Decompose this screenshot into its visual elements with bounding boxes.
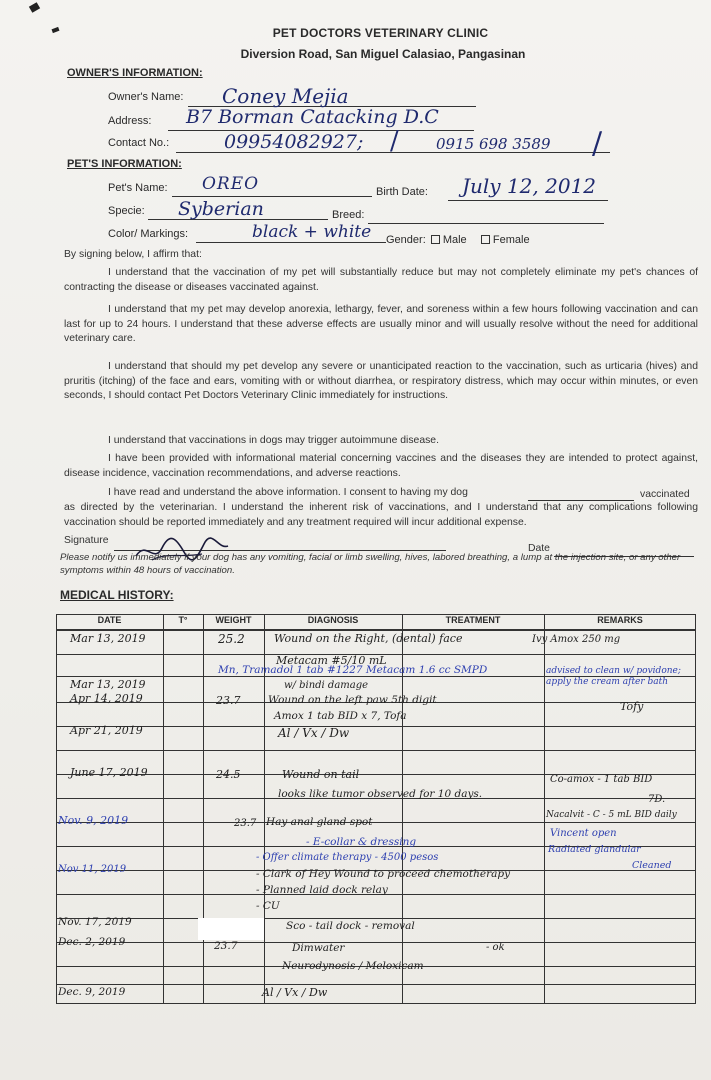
consent-paragraph-5: I have been provided with informational material concerning vaccines and the diseases they are intended to protect against, disease incidence, vaccination recommendations, and adverse reactions. [64, 453, 698, 479]
entry-6-diagnosis-3: - Offer climate therapy - 4500 pesos [256, 852, 439, 863]
entry-9-diagnosis-2: Neurodynosis / Meloxicam [282, 960, 424, 972]
birth-date-line [448, 200, 608, 201]
entry-3-weight: 23.7 [216, 694, 241, 707]
entry-6-diagnosis-2: - E-collar & dressing [306, 836, 417, 848]
consent-paragraph-3: I understand that should my pet develop any severe or unanticipated reaction to the vaccination, such as urticaria (hives) and pruritis (itching) of the face and ears, vomiting with or without diarrhea, or respiratory distress, which may occur within minutes, or even seconds, I should contact Pet Doctors Veterinary Clinic immediately for instructions. [64, 361, 698, 401]
entry-3-treatment: Amox 1 tab BID x 7, Tofa [274, 710, 407, 722]
owner-name-label: Owner's Name: [108, 91, 184, 103]
owner-contact-label: Contact No.: [108, 137, 170, 149]
specie-value: Syberian [178, 198, 264, 220]
entry-7-diagnosis-2: - Planned laid dock relay [256, 884, 388, 896]
entry-5-date: June 17, 2019 [70, 766, 148, 779]
entry-3-diagnosis: Wound on the left paw 5th digit [268, 694, 437, 706]
gender-group [386, 234, 530, 246]
clinic-name: PET DOCTORS VETERINARY CLINIC [272, 26, 489, 40]
entry-8-diagnosis: Sco - tail dock - removal [286, 920, 415, 932]
entry-6-remark-2: Radiated glandular [548, 844, 641, 855]
entry-5-remark: Co-amox - 1 tab BID [550, 774, 653, 785]
contact-slash: / [390, 126, 399, 156]
entry-9-weight: 23.7 [214, 940, 238, 952]
medical-history-table [56, 614, 696, 1004]
color-label: Color/ Markings: [108, 228, 189, 240]
consent-intro: By signing below, I affirm that: [64, 249, 202, 260]
corner-mark [29, 2, 40, 13]
entry-2-date: Mar 13, 2019 [70, 678, 146, 691]
gender-male-label: Male [442, 234, 467, 246]
entry-9-diagnosis: Dimwater [292, 942, 345, 954]
entry-5-remark-3: Nacalvit - C - 5 mL BID daily [546, 810, 677, 820]
pet-name-value: OREO [202, 174, 260, 194]
col-header-date: DATE [97, 615, 122, 625]
consent-paragraph-2: I understand that my pet may develop anorexia, lethargy, fever, and soreness within a few hours following vaccination and can last for up to 24 hours. I understand that these adverse effects are usually minor and will usually resolve without the need for additional veterinary care. [64, 304, 698, 344]
entry-1-weight: 25.2 [218, 632, 245, 646]
entry-7-date: Nov 11, 2019 [58, 864, 127, 875]
entry-2-diagnosis: w/ bindi damage [284, 680, 369, 691]
consent-paragraph-6c: as directed by the veterinarian. I understand the inherent risk of vaccinations, and I understand that any complications following vaccination should be reported immediately and any treatment required will incur additional expense. [64, 502, 698, 528]
entry-10-diagnosis: Al / Vx / Dw [262, 986, 328, 999]
owner-section-title: OWNER'S INFORMATION: [67, 67, 203, 79]
entry-5-diagnosis: Wound on tail [282, 768, 360, 781]
entry-7-diagnosis-3: - CU [256, 900, 280, 912]
entry-7-diagnosis: - Clark of Hey Wound to proceed chemotherapy [256, 868, 510, 880]
consent-paragraph-4: I understand that vaccinations in dogs may trigger autoimmune disease. [108, 435, 439, 446]
male-checkbox[interactable] [431, 235, 440, 244]
date-label: Date [528, 543, 550, 554]
clinic-address: Diversion Road, San Miguel Calasiao, Pangasinan [240, 47, 526, 61]
entry-8-date: Nov. 17, 2019 [58, 916, 132, 928]
entry-1-date: Mar 13, 2019 [70, 632, 146, 645]
entry-9-date: Dec. 2, 2019 [58, 936, 126, 948]
entry-1-remark: advised to clean w/ povidone; apply the cream after bath [546, 666, 681, 687]
owner-contact-value-1: 09954082927; [224, 131, 364, 153]
redaction-box [198, 918, 264, 940]
breed-line [368, 223, 604, 224]
consent-paragraph-6a: I have read and understand the above information. I consent to having my dog [108, 487, 468, 498]
owner-name-value: Coney Mejia [222, 84, 349, 108]
entry-1-blue-note: Mn, Tramadol 1 tab #1227 Metacam 1.6 cc SMPD [218, 664, 488, 676]
entry-10-date: Dec. 9, 2019 [58, 986, 126, 998]
col-header-remarks: REMARKS [597, 615, 643, 625]
signature-label: Signature [64, 535, 109, 546]
entry-1-diagnosis-2: Metacam #5/10 mL [276, 654, 387, 667]
entry-1-treatment: Ivy Amox 250 mg [532, 634, 621, 645]
notice-text: Please notify us immediately if your dog has any vomiting, facial or limb swelling, hives, labored breathing, a lump at the injection site, or any other symptoms within 48 hours of vaccination. [60, 552, 681, 576]
entry-3-date: Apr 14, 2019 [70, 692, 143, 705]
entry-5-weight: 24.5 [216, 768, 241, 781]
color-value: black + white [252, 222, 372, 242]
entry-6-diagnosis: Hay anal gland spot [266, 816, 373, 828]
entry-1-diagnosis: Wound on the Right, (dental) face [274, 632, 463, 645]
col-header-weight: WEIGHT [215, 615, 252, 625]
entry-5-diagnosis-2: looks like tumor observed for 10 days. [278, 788, 483, 800]
pet-section-title: PET'S INFORMATION: [67, 158, 182, 170]
pet-name-label: Pet's Name: [108, 182, 168, 194]
col-header-treatment: TREATMENT [445, 615, 501, 625]
consent-paragraph-6b: vaccinated [640, 489, 690, 500]
entry-6-weight: 23.7 [234, 818, 257, 829]
breed-label: Breed: [332, 209, 365, 221]
specie-label: Specie: [108, 205, 145, 217]
entry-6-remark-3: Cleaned [632, 860, 672, 871]
female-checkbox[interactable] [481, 235, 490, 244]
gender-label: Gender: [386, 234, 426, 246]
entry-5-remark-2: 7D. [648, 794, 666, 805]
col-header-temp: T° [178, 615, 188, 625]
entry-6-date: Nov. 9, 2019 [58, 814, 129, 827]
birth-date-label: Birth Date: [376, 186, 428, 198]
entry-4-date: Apr 21, 2019 [70, 724, 143, 737]
entry-9-treatment: - ok [486, 942, 505, 953]
entry-4-diagnosis: Al / Vx / Dw [278, 726, 350, 740]
gender-female-label: Female [492, 234, 530, 246]
pet-name-line [172, 196, 372, 197]
entry-3-remark: Tofy [620, 700, 644, 713]
owner-address-value: B7 Borman Catacking D.C [186, 106, 439, 128]
entry-6-remark: Vincent open [550, 828, 617, 839]
owner-contact-value-2: 0915 698 3589 [436, 135, 551, 153]
owner-address-label: Address: [108, 115, 152, 127]
color-line [196, 242, 386, 243]
consent-paragraph-1: I understand that the vaccination of my pet will substantially reduce but may not completely eliminate my pet's chances of contracting the disease or diseases vaccinated against. [64, 267, 698, 293]
col-header-diagnosis: DIAGNOSIS [307, 615, 359, 625]
contact-end-slash: / [592, 126, 603, 161]
birth-date-value: July 12, 2012 [462, 174, 597, 198]
medical-section-title: MEDICAL HISTORY: [60, 588, 174, 602]
